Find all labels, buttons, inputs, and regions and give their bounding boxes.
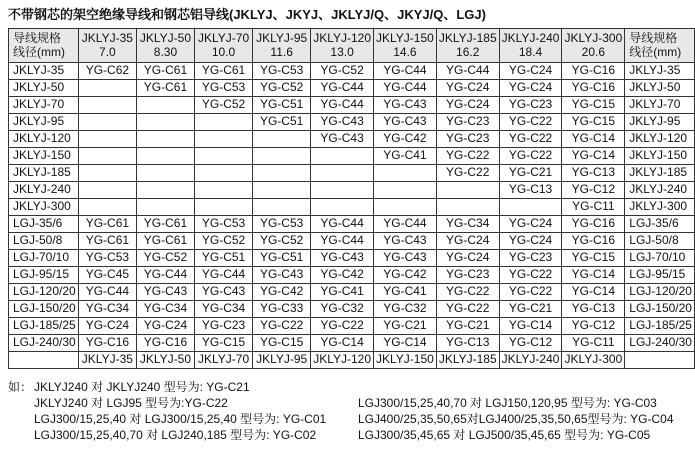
value-cell: YG-C34 [195, 301, 253, 318]
value-cell: YG-C24 [499, 216, 562, 233]
value-cell: YG-C43 [374, 114, 437, 131]
value-cell: YG-C43 [136, 284, 194, 301]
value-cell: YG-C61 [78, 233, 136, 250]
value-cell [499, 199, 562, 216]
value-cell [195, 148, 253, 165]
value-cell: YG-C12 [562, 318, 625, 335]
value-cell: YG-C12 [562, 182, 625, 199]
bottom-corner-right [625, 352, 695, 369]
value-cell: YG-C32 [374, 301, 437, 318]
bottom-column-label: JKLYJ-95 [253, 352, 311, 369]
value-cell: YG-C14 [499, 318, 562, 335]
value-cell [136, 114, 194, 131]
note-line: LGJ300/35,45,65 对 LGJ500/35,45,65 型号为: YG-C05 [358, 428, 651, 442]
value-cell: YG-C22 [311, 318, 374, 335]
row-label-left: LGJ-240/30 [9, 335, 79, 352]
value-cell: YG-C24 [499, 63, 562, 80]
note-line: JKLYJ240 对 LGJ95 型号为:YG-C22 [34, 396, 228, 410]
table-row [9, 335, 695, 352]
row-label-left: JKLYJ-70 [9, 97, 79, 114]
row-label-right: JKLYJ-240 [625, 182, 695, 199]
value-cell: YG-C61 [136, 233, 194, 250]
value-cell [436, 199, 499, 216]
bottom-column-label: JKLYJ-240 [499, 352, 562, 369]
value-cell: YG-C61 [136, 63, 194, 80]
value-cell [78, 182, 136, 199]
value-cell: YG-C22 [499, 284, 562, 301]
bottom-column-label: JKLYJ-150 [374, 352, 437, 369]
value-cell: YG-C13 [499, 182, 562, 199]
value-cell: YG-C52 [311, 63, 374, 80]
row-label-right: LGJ-70/10 [625, 250, 695, 267]
value-cell [311, 182, 374, 199]
value-cell: YG-C14 [562, 148, 625, 165]
row-label-right: LGJ-35/6 [625, 216, 695, 233]
row-label-left: LGJ-35/6 [9, 216, 79, 233]
table-row [9, 80, 695, 97]
column-header: JKLYJ-240 18.4 [499, 29, 562, 63]
value-cell: YG-C15 [562, 97, 625, 114]
column-header: JKLYJ-95 11.6 [253, 29, 311, 63]
bottom-header-row [9, 352, 695, 369]
table-row [9, 97, 695, 114]
row-label-right: JKLYJ-95 [625, 114, 695, 131]
row-label-right: LGJ-50/8 [625, 233, 695, 250]
value-cell: YG-C24 [499, 80, 562, 97]
value-cell: YG-C43 [253, 267, 311, 284]
value-cell: YG-C44 [374, 63, 437, 80]
value-cell [195, 114, 253, 131]
row-label-left: JKLYJ-185 [9, 165, 79, 182]
value-cell [374, 182, 437, 199]
value-cell: YG-C23 [195, 318, 253, 335]
table-row [9, 148, 695, 165]
value-cell: YG-C53 [195, 80, 253, 97]
row-label-right: JKLYJ-50 [625, 80, 695, 97]
value-cell: YG-C44 [78, 284, 136, 301]
value-cell: YG-C15 [562, 250, 625, 267]
table-row [9, 233, 695, 250]
value-cell [78, 97, 136, 114]
value-cell: YG-C23 [436, 131, 499, 148]
bottom-corner-left [9, 352, 79, 369]
value-cell: YG-C23 [436, 114, 499, 131]
value-cell: YG-C13 [562, 165, 625, 182]
value-cell [253, 199, 311, 216]
value-cell: YG-C14 [562, 267, 625, 284]
value-cell: YG-C34 [78, 301, 136, 318]
value-cell: YG-C23 [436, 267, 499, 284]
value-cell: YG-C61 [78, 216, 136, 233]
table-row [9, 182, 695, 199]
table-row [9, 199, 695, 216]
value-cell: YG-C44 [311, 97, 374, 114]
value-cell: YG-C42 [374, 131, 437, 148]
note-line: LGJ400/25,35,50,65对LGJ400/25,35,50,65型号为: YG-C04 [358, 412, 674, 426]
value-cell: YG-C24 [78, 318, 136, 335]
value-cell: YG-C13 [562, 301, 625, 318]
page-title: 不带钢芯的架空绝缘导线和钢芯铝导线(JKLYJ、JKYJ、JKLYJ/Q、JKYJ/Q、LGJ) [8, 7, 486, 22]
value-cell: YG-C15 [195, 335, 253, 352]
value-cell: YG-C61 [195, 63, 253, 80]
value-cell: YG-C14 [562, 284, 625, 301]
value-cell: YG-C43 [374, 250, 437, 267]
column-header: JKLYJ-70 10.0 [195, 29, 253, 63]
row-label-left: JKLYJ-300 [9, 199, 79, 216]
value-cell: YG-C34 [136, 301, 194, 318]
row-label-left: JKLYJ-50 [9, 80, 79, 97]
value-cell: YG-C52 [195, 233, 253, 250]
value-cell [253, 148, 311, 165]
value-cell: YG-C11 [562, 335, 625, 352]
value-cell: YG-C51 [195, 250, 253, 267]
bottom-column-label: JKLYJ-70 [195, 352, 253, 369]
value-cell: YG-C16 [78, 335, 136, 352]
value-cell [78, 199, 136, 216]
value-cell: YG-C51 [253, 250, 311, 267]
value-cell: YG-C52 [195, 97, 253, 114]
bottom-column-label: JKLYJ-300 [562, 352, 625, 369]
value-cell: YG-C41 [311, 284, 374, 301]
table-row [9, 216, 695, 233]
value-cell: YG-C51 [253, 114, 311, 131]
value-cell: YG-C16 [562, 233, 625, 250]
value-cell [136, 165, 194, 182]
value-cell: YG-C44 [311, 216, 374, 233]
value-cell [78, 80, 136, 97]
value-cell [253, 165, 311, 182]
table-row [9, 318, 695, 335]
value-cell [136, 148, 194, 165]
value-cell: YG-C43 [311, 114, 374, 131]
column-header: JKLYJ-185 16.2 [436, 29, 499, 63]
value-cell: YG-C61 [136, 216, 194, 233]
value-cell: YG-C33 [253, 301, 311, 318]
column-header: JKLYJ-120 13.0 [311, 29, 374, 63]
value-cell [374, 165, 437, 182]
value-cell: YG-C53 [253, 216, 311, 233]
value-cell: YG-C53 [78, 250, 136, 267]
row-label-right: LGJ-95/15 [625, 267, 695, 284]
value-cell: YG-C42 [311, 267, 374, 284]
value-cell: YG-C41 [374, 148, 437, 165]
row-label-left: LGJ-185/25 [9, 318, 79, 335]
value-cell: YG-C53 [253, 63, 311, 80]
row-label-right: LGJ-240/30 [625, 335, 695, 352]
row-label-right: JKLYJ-120 [625, 131, 695, 148]
value-cell: YG-C24 [136, 318, 194, 335]
value-cell: YG-C22 [436, 284, 499, 301]
row-label-right: JKLYJ-185 [625, 165, 695, 182]
value-cell: YG-C43 [311, 131, 374, 148]
value-cell: YG-C45 [78, 267, 136, 284]
corner-header-right: 导线规格 线径(mm) [625, 29, 695, 63]
value-cell: YG-C21 [374, 318, 437, 335]
value-cell: YG-C43 [195, 284, 253, 301]
column-header: JKLYJ-35 7.0 [78, 29, 136, 63]
table-row [9, 114, 695, 131]
value-cell [78, 148, 136, 165]
row-label-left: LGJ-95/15 [9, 267, 79, 284]
value-cell: YG-C44 [436, 63, 499, 80]
value-cell: YG-C24 [436, 250, 499, 267]
row-label-left: JKLYJ-35 [9, 63, 79, 80]
value-cell [195, 131, 253, 148]
value-cell [136, 131, 194, 148]
value-cell: YG-C22 [499, 267, 562, 284]
value-cell [78, 114, 136, 131]
row-label-right: LGJ-150/20 [625, 301, 695, 318]
value-cell: YG-C51 [253, 97, 311, 114]
value-cell [311, 165, 374, 182]
value-cell: YG-C22 [253, 318, 311, 335]
value-cell [136, 199, 194, 216]
value-cell: YG-C21 [499, 301, 562, 318]
row-label-right: LGJ-120/20 [625, 284, 695, 301]
value-cell: YG-C24 [436, 233, 499, 250]
value-cell: YG-C15 [253, 335, 311, 352]
row-label-left: JKLYJ-120 [9, 131, 79, 148]
value-cell: YG-C11 [562, 199, 625, 216]
notes-left-column [34, 379, 358, 443]
conductor-cross-reference-table [8, 28, 695, 369]
table-row [9, 284, 695, 301]
value-cell: YG-C22 [499, 114, 562, 131]
value-cell [253, 131, 311, 148]
value-cell [136, 182, 194, 199]
value-cell: YG-C52 [136, 250, 194, 267]
value-cell: YG-C16 [136, 335, 194, 352]
value-cell [136, 97, 194, 114]
value-cell [374, 199, 437, 216]
value-cell: YG-C15 [562, 114, 625, 131]
value-cell: YG-C44 [311, 233, 374, 250]
row-label-right: JKLYJ-35 [625, 63, 695, 80]
value-cell: YG-C34 [436, 216, 499, 233]
column-header: JKLYJ-150 14.6 [374, 29, 437, 63]
row-label-right: JKLYJ-300 [625, 199, 695, 216]
value-cell: YG-C44 [195, 267, 253, 284]
row-label-left: JKLYJ-240 [9, 182, 79, 199]
row-label-left: LGJ-150/20 [9, 301, 79, 318]
column-header: JKLYJ-300 20.6 [562, 29, 625, 63]
value-cell: YG-C22 [499, 148, 562, 165]
bottom-column-label: JKLYJ-50 [136, 352, 194, 369]
value-cell: YG-C16 [562, 63, 625, 80]
notes-prefix: 如： [8, 380, 33, 394]
value-cell: YG-C43 [374, 97, 437, 114]
value-cell: YG-C44 [136, 267, 194, 284]
value-cell: YG-C42 [374, 267, 437, 284]
value-cell: YG-C52 [253, 80, 311, 97]
table-row [9, 165, 695, 182]
row-label-right: JKLYJ-150 [625, 148, 695, 165]
value-cell: YG-C22 [436, 165, 499, 182]
value-cell: YG-C43 [311, 250, 374, 267]
bottom-column-label: JKLYJ-35 [78, 352, 136, 369]
value-cell: YG-C24 [499, 233, 562, 250]
value-cell: YG-C52 [253, 233, 311, 250]
value-cell: YG-C24 [436, 80, 499, 97]
table-row [9, 63, 695, 80]
value-cell: YG-C21 [436, 318, 499, 335]
value-cell: YG-C44 [311, 80, 374, 97]
value-cell [311, 199, 374, 216]
bottom-column-label: JKLYJ-120 [311, 352, 374, 369]
value-cell: YG-C22 [436, 301, 499, 318]
row-label-right: JKLYJ-70 [625, 97, 695, 114]
note-line: JKLYJ240 对 JKLYJ240 型号为: YG-C21 [34, 380, 250, 394]
value-cell: YG-C16 [562, 80, 625, 97]
value-cell [195, 199, 253, 216]
row-label-left: LGJ-120/20 [9, 284, 79, 301]
value-cell: YG-C14 [562, 131, 625, 148]
table-row [9, 250, 695, 267]
table-row [9, 267, 695, 284]
notes-section [8, 379, 695, 443]
value-cell: YG-C14 [374, 335, 437, 352]
corner-header-left: 导线规格 线径(mm) [9, 29, 79, 63]
value-cell [195, 182, 253, 199]
row-label-left: JKLYJ-150 [9, 148, 79, 165]
note-line: LGJ300/15,25,40 对 LGJ300/15,25,40 型号为: YG-C01 [34, 412, 327, 426]
value-cell [436, 182, 499, 199]
note-line: LGJ300/15,25,40,70 对 LGJ240,185 型号为: YG-C02 [34, 428, 317, 442]
value-cell: YG-C41 [374, 284, 437, 301]
value-cell: YG-C53 [195, 216, 253, 233]
value-cell: YG-C13 [436, 335, 499, 352]
value-cell: YG-C61 [136, 80, 194, 97]
value-cell [195, 165, 253, 182]
bottom-column-label: JKLYJ-185 [436, 352, 499, 369]
row-label-left: JKLYJ-95 [9, 114, 79, 131]
value-cell: YG-C23 [499, 250, 562, 267]
value-cell: YG-C22 [436, 148, 499, 165]
value-cell: YG-C12 [499, 335, 562, 352]
value-cell: YG-C16 [562, 216, 625, 233]
value-cell: YG-C32 [311, 301, 374, 318]
value-cell: YG-C44 [374, 216, 437, 233]
value-cell: YG-C14 [311, 335, 374, 352]
value-cell: YG-C23 [499, 97, 562, 114]
column-header: JKLYJ-50 8.30 [136, 29, 194, 63]
value-cell [78, 165, 136, 182]
row-label-left: LGJ-50/8 [9, 233, 79, 250]
value-cell: YG-C22 [499, 131, 562, 148]
table-row [9, 301, 695, 318]
note-line: LGJ300/15,25,40,70 对 LGJ150,120,95 型号为: YG-C03 [358, 396, 657, 410]
value-cell: YG-C44 [374, 80, 437, 97]
value-cell [78, 131, 136, 148]
value-cell: YG-C42 [253, 284, 311, 301]
value-cell: YG-C62 [78, 63, 136, 80]
value-cell [253, 182, 311, 199]
row-label-right: LGJ-185/25 [625, 318, 695, 335]
row-label-left: LGJ-70/10 [9, 250, 79, 267]
value-cell: YG-C24 [436, 97, 499, 114]
value-cell [311, 148, 374, 165]
notes-right-column [358, 379, 674, 443]
value-cell: YG-C43 [374, 233, 437, 250]
value-cell: YG-C21 [499, 165, 562, 182]
table-row [9, 131, 695, 148]
